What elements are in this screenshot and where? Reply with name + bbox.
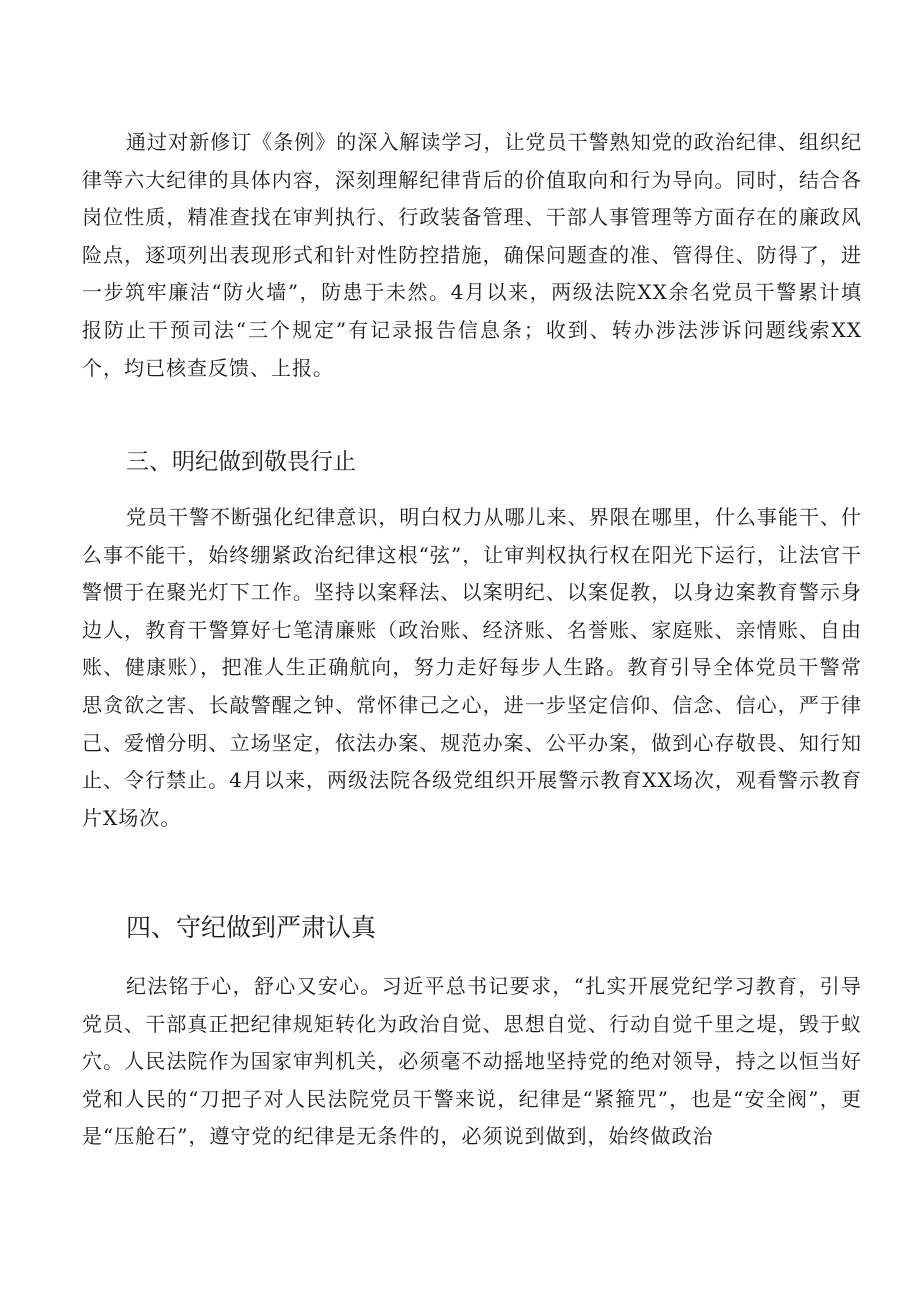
body-paragraph-2: 党员干警不断强化纪律意识，明白权力从哪儿来、界限在哪里，什么事能干、什么事不能干，始终绷紧政治纪律这根“弦”，让审判权执行权在阳光下运行，让法官干警惯于在聚光灯下工作。坚持以案释法、以案明纪、以案促教，以身边案教育警示身边人，教育干警算好七笔清廉账（政治账、经济账、名誉账、家庭账、亲情账、自由账、健康账），把准人生正确航向，努力走好每步人生路。教育引导全体党员干警常思贪欲之害、长敲警醒之钟、常怀律己之心，进一步坚定信仰、信念、信心，严于律己、爱憎分明、立场坚定，依法办案、规范办案、公平办案，做到心存敬畏、知行知止、令行禁止。4月以来，两级法院各级党组织开展警示教育XX场次，观看警示教育片X场次。 (82, 505, 862, 830)
section-heading-3: 三、明纪做到敬畏行止 (126, 449, 356, 475)
body-paragraph-1: 通过对新修订《条例》的深入解读学习，让党员干警熟知党的政治纪律、组织纪律等六大纪律的具体内容，深刻理解纪律背后的价值取向和行为导向。同时，结合各岗位性质，精准查找在审判执行、行政装备管理、干部人事管理等方面存在的廉政风险点，逐项列出表现形式和针对性防控措施，确保问题查的准、管得住、防得了，进一步筑牢廉洁“防火墙”，防患于未然。4月以来，两级法院XX余名党员干警累计填报防止干预司法“三个规定”有记录报告信息条；收到、转办涉法涉诉问题线索XX个，均已核查反馈、上报。 (82, 130, 862, 380)
body-paragraph-3: 纪法铭于心，舒心又安心。习近平总书记要求，“扎实开展党纪学习教育，引导党员、干部真正把纪律规矩转化为政治自觉、思想自觉、行动自觉千里之堤，毁于蚁穴。人民法院作为国家审判机关，必须毫不动摇地坚持党的绝对领导，持之以恒当好党和人民的“刀把子对人民法院党员干警来说，纪律是“紧箍咒”，也是“安全阀”，更是“压舱石”，遵守党的纪律是无条件的，必须说到做到，始终做政治 (82, 974, 862, 1149)
section-heading-4: 四、守纪做到严肃认真 (126, 913, 377, 942)
